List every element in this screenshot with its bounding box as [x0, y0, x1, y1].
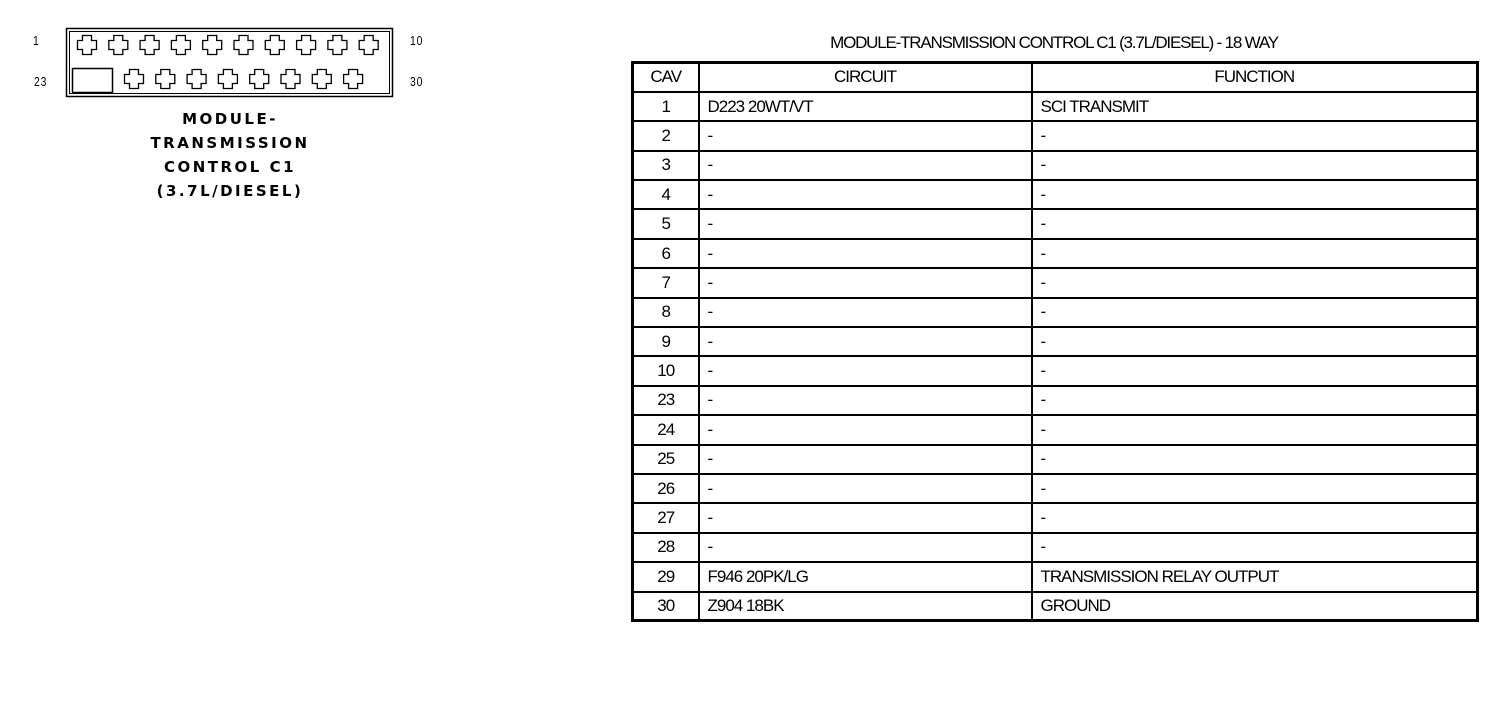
cell-cav: 7 [633, 268, 699, 297]
connector-diagram [0, 0, 470, 220]
connector-cavity-top [265, 36, 284, 55]
pin-number-top-left: 1 [33, 33, 40, 48]
table-row [633, 151, 1478, 180]
table-row [633, 533, 1478, 562]
cell-circuit: - [699, 298, 1032, 327]
cell-function: SCI TRANSMIT [1032, 92, 1478, 121]
cell-function: - [1032, 239, 1478, 268]
table-row [633, 386, 1478, 415]
table-body [633, 92, 1478, 621]
header-circuit: CIRCUIT [699, 63, 1032, 92]
connector-cavity-bottom [187, 70, 206, 89]
header-cav: CAV [633, 63, 699, 92]
table-row [633, 445, 1478, 474]
pin-number-top-right: 10 [410, 33, 424, 48]
cell-cav: 28 [633, 533, 699, 562]
connector-outline [0, 0, 470, 110]
cell-function: - [1032, 121, 1478, 150]
cell-cav: 8 [633, 298, 699, 327]
cell-cav: 1 [633, 92, 699, 121]
connector-cavity-top [109, 36, 128, 55]
connector-shell-outer [67, 29, 393, 97]
connector-cavity-top [203, 36, 222, 55]
connector-key-block [73, 69, 113, 93]
cell-function: - [1032, 298, 1478, 327]
table-row [633, 239, 1478, 268]
table-row [633, 298, 1478, 327]
connector-cavity-top [359, 36, 378, 55]
cell-circuit: Z904 18BK [699, 592, 1032, 621]
cell-function: - [1032, 151, 1478, 180]
cell-function: - [1032, 356, 1478, 385]
table-row [633, 503, 1478, 532]
connector-label-line: TRANSMISSION [150, 134, 310, 152]
cell-cav: 30 [633, 592, 699, 621]
cell-function: GROUND [1032, 592, 1478, 621]
cell-cav: 29 [633, 562, 699, 591]
cell-circuit: - [699, 151, 1032, 180]
connector-label [120, 107, 340, 203]
cell-cav: 10 [633, 356, 699, 385]
cell-cav: 4 [633, 180, 699, 209]
pin-number-bottom-left: 23 [34, 74, 48, 89]
table-header-row [633, 63, 1478, 92]
table-row [633, 180, 1478, 209]
table-row [633, 327, 1478, 356]
cell-function: - [1032, 327, 1478, 356]
connector-cavity-top [234, 36, 253, 55]
connector-cavity-bottom [156, 70, 175, 89]
cell-circuit: F946 20PK/LG [699, 562, 1032, 591]
cell-cav: 24 [633, 415, 699, 444]
cell-function: TRANSMISSION RELAY OUTPUT [1032, 562, 1478, 591]
cell-function: - [1032, 503, 1478, 532]
table-row [633, 592, 1478, 621]
table-row [633, 356, 1478, 385]
cell-function: - [1032, 445, 1478, 474]
cell-cav: 23 [633, 386, 699, 415]
connector-cavity-bottom [218, 70, 237, 89]
connector-cavity-bottom [281, 70, 300, 89]
cell-circuit: - [699, 239, 1032, 268]
cell-function: - [1032, 415, 1478, 444]
cell-circuit: - [699, 180, 1032, 209]
cell-circuit: D223 20WT/VT [699, 92, 1032, 121]
connector-cavity-bottom [125, 70, 144, 89]
cell-function: - [1032, 268, 1478, 297]
table-row [633, 562, 1478, 591]
cell-cav: 6 [633, 239, 699, 268]
cell-circuit: - [699, 209, 1032, 238]
cell-function: - [1032, 386, 1478, 415]
connector-label-line: MODULE- [182, 110, 278, 128]
table-row [633, 209, 1478, 238]
table-row [633, 415, 1478, 444]
cell-circuit: - [699, 503, 1032, 532]
cell-cav: 25 [633, 445, 699, 474]
connector-cavity-top [297, 36, 316, 55]
table-row [633, 268, 1478, 297]
cell-cav: 3 [633, 151, 699, 180]
header-function: FUNCTION [1032, 63, 1478, 92]
connector-label-line: CONTROL C1 [163, 158, 297, 176]
cell-function: - [1032, 209, 1478, 238]
cell-cav: 9 [633, 327, 699, 356]
connector-cavity-bottom [250, 70, 269, 89]
connector-cavity-top [140, 36, 159, 55]
cell-cav: 26 [633, 474, 699, 503]
cavity-group [78, 36, 379, 89]
cell-circuit: - [699, 445, 1032, 474]
pin-table [631, 61, 1479, 622]
connector-cavity-top [78, 36, 97, 55]
table-row [633, 121, 1478, 150]
cell-circuit: - [699, 121, 1032, 150]
cell-circuit: - [699, 268, 1032, 297]
connector-cavity-bottom [312, 70, 331, 89]
cell-circuit: - [699, 327, 1032, 356]
cell-circuit: - [699, 356, 1032, 385]
cell-cav: 2 [633, 121, 699, 150]
cell-function: - [1032, 533, 1478, 562]
cell-circuit: - [699, 533, 1032, 562]
cell-circuit: - [699, 474, 1032, 503]
pin-number-bottom-right: 30 [410, 74, 424, 89]
cell-circuit: - [699, 415, 1032, 444]
table-title: MODULE-TRANSMISSION CONTROL C1 (3.7L/DIESEL) - 18 WAY [830, 33, 1278, 52]
cell-function: - [1032, 180, 1478, 209]
table-row [633, 474, 1478, 503]
table-row [633, 92, 1478, 121]
cell-function: - [1032, 474, 1478, 503]
connector-cavity-bottom [344, 70, 363, 89]
connector-cavity-top [328, 36, 347, 55]
cell-circuit: - [699, 386, 1032, 415]
connector-cavity-top [171, 36, 190, 55]
connector-label-line: (3.7L/DIESEL) [156, 182, 304, 200]
cell-cav: 27 [633, 503, 699, 532]
cell-cav: 5 [633, 209, 699, 238]
